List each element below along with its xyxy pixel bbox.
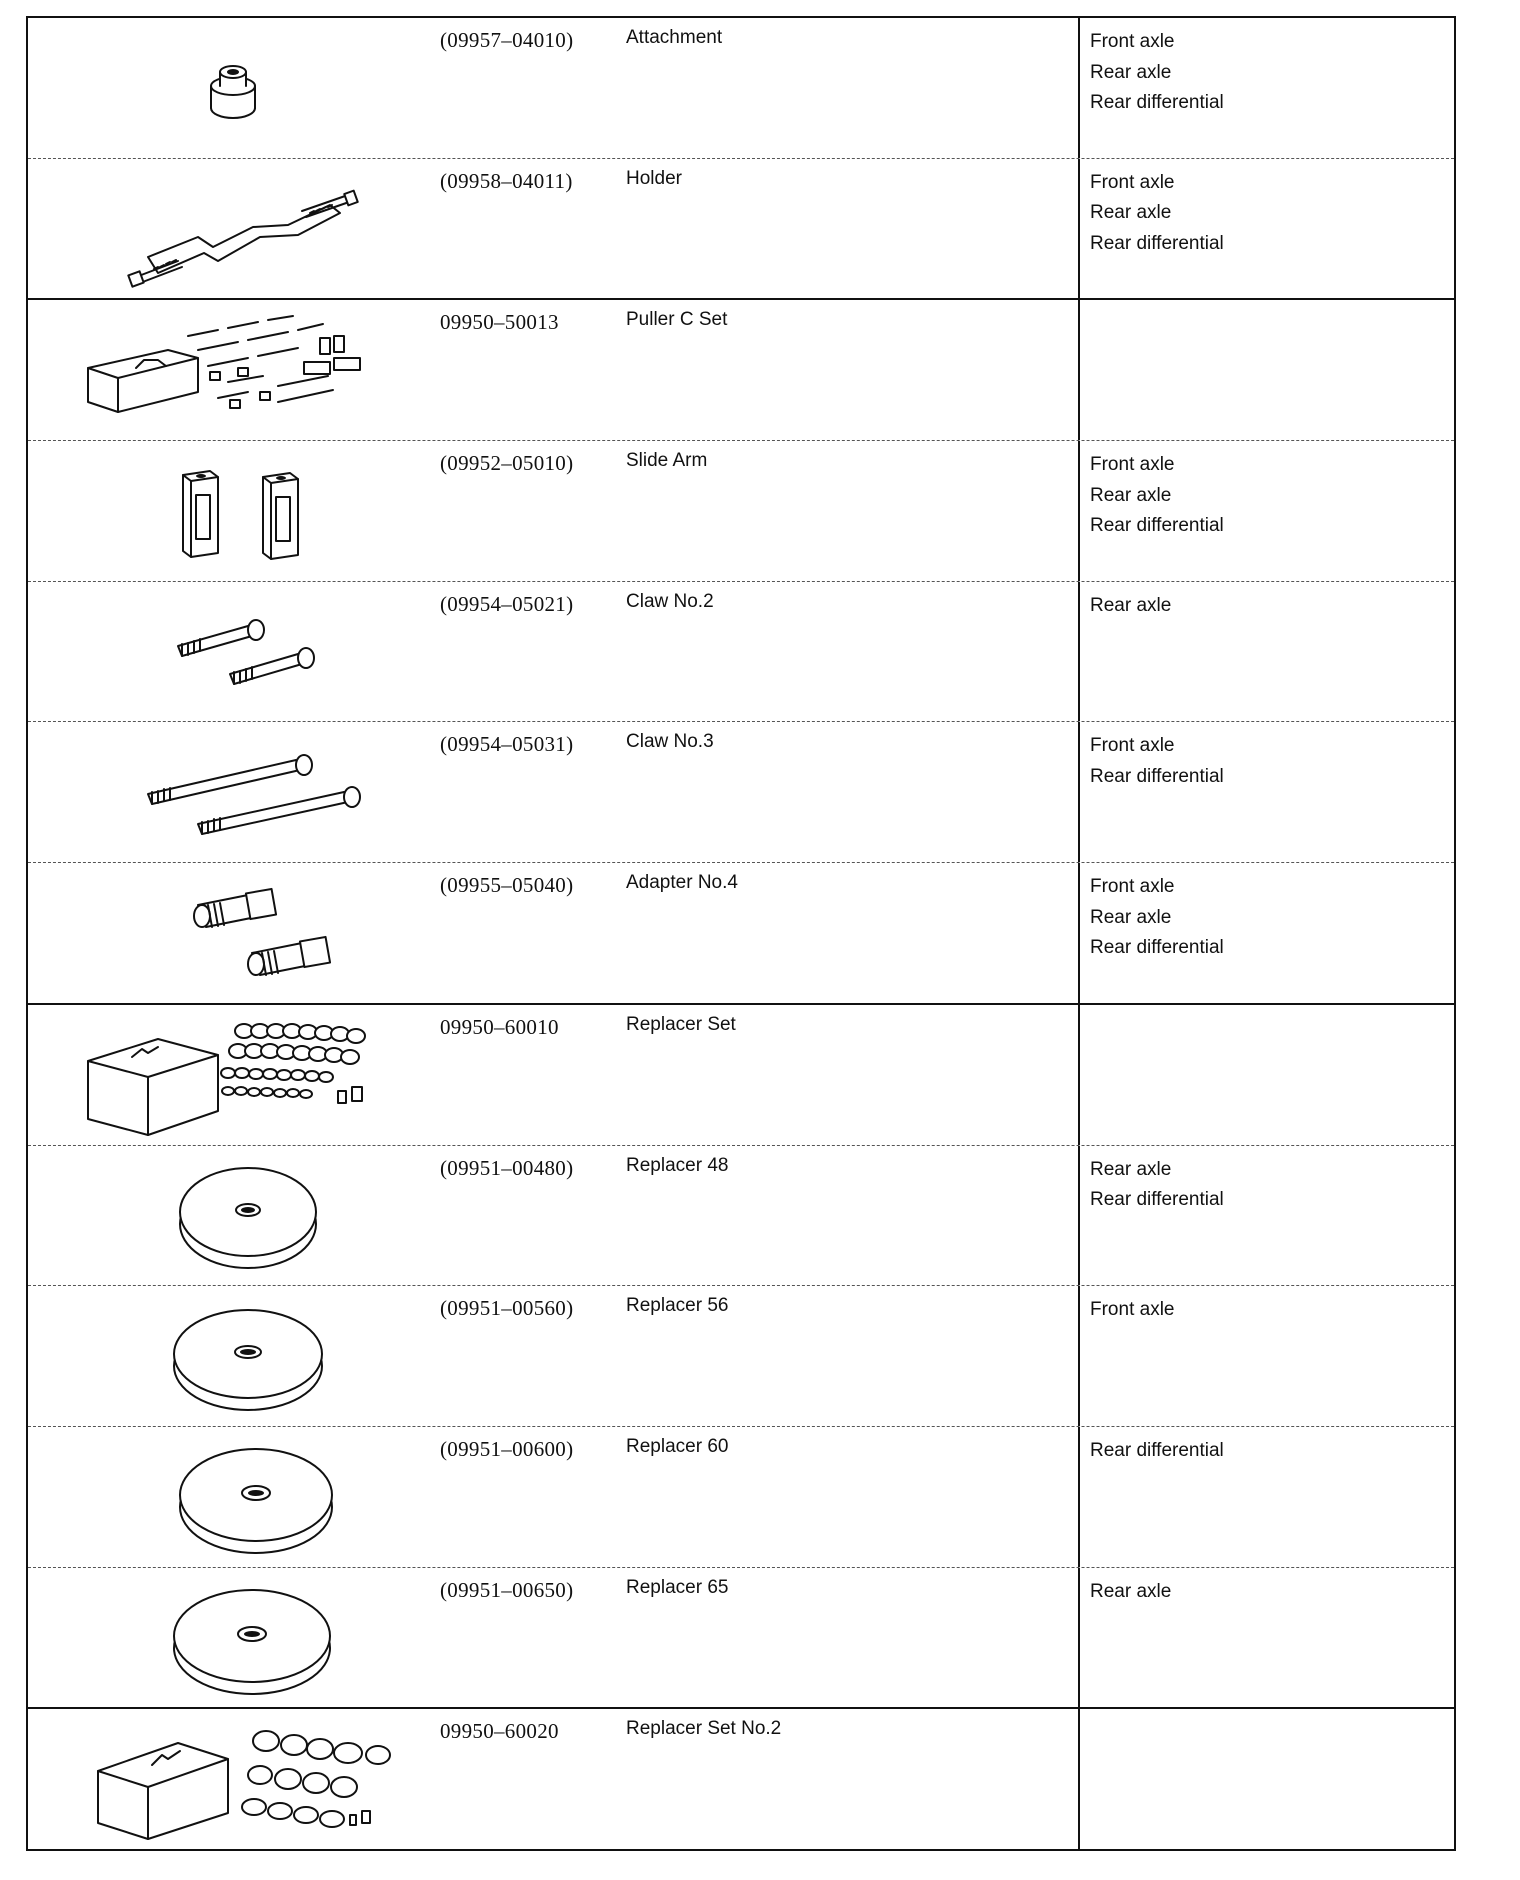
replacer-disc-icon bbox=[48, 1433, 428, 1561]
tool-cell bbox=[28, 1568, 1080, 1708]
usage-cell bbox=[1080, 159, 1454, 299]
part-name: Replacer 65 bbox=[626, 1576, 729, 1598]
table-row bbox=[28, 1146, 1454, 1287]
usage-item: Front axle bbox=[1090, 876, 1175, 898]
replacer-set-icon bbox=[48, 1011, 428, 1139]
usage-item: Rear differential bbox=[1090, 232, 1224, 254]
usage-item: Front axle bbox=[1090, 31, 1175, 52]
table-row bbox=[28, 300, 1454, 441]
tool-cell bbox=[28, 863, 1080, 1003]
usage-cell bbox=[1080, 863, 1454, 1003]
usage-item: Rear differential bbox=[1090, 1439, 1224, 1461]
part-name: Replacer Set No.2 bbox=[626, 1718, 782, 1740]
table-row bbox=[28, 863, 1454, 1005]
tool-cell bbox=[28, 1709, 1080, 1849]
adapters-icon bbox=[48, 869, 428, 997]
replacer-disc-icon bbox=[48, 1152, 428, 1280]
part-number: (09951–00480) bbox=[440, 1155, 574, 1180]
part-number: 09950–50013 bbox=[440, 310, 559, 335]
part-number: (09957–04010) bbox=[440, 28, 574, 52]
tool-cell bbox=[28, 159, 1080, 299]
usage-cell bbox=[1080, 1146, 1454, 1286]
table-row bbox=[28, 1568, 1454, 1710]
usage-cell bbox=[1080, 441, 1454, 581]
part-number: (09954–05031) bbox=[440, 732, 574, 757]
tool-cell bbox=[28, 441, 1080, 581]
part-number: (09951–00650) bbox=[440, 1577, 574, 1602]
usage-cell bbox=[1080, 300, 1454, 440]
part-name: Slide Arm bbox=[626, 450, 708, 472]
tool-cell bbox=[28, 1286, 1080, 1426]
usage-cell bbox=[1080, 1286, 1454, 1426]
replacer-set-2-icon bbox=[48, 1715, 428, 1843]
table-row bbox=[28, 722, 1454, 863]
part-number: (09958–04011) bbox=[440, 168, 573, 193]
slide-arm-icon bbox=[48, 447, 428, 575]
part-name: Attachment bbox=[626, 27, 723, 48]
usage-item: Front axle bbox=[1090, 454, 1175, 476]
usage-item: Rear axle bbox=[1090, 1158, 1172, 1180]
holder-icon bbox=[48, 165, 428, 293]
usage-cell bbox=[1080, 582, 1454, 722]
part-number: (09951–00560) bbox=[440, 1296, 574, 1321]
usage-item: Rear differential bbox=[1090, 515, 1224, 537]
table-row bbox=[28, 1709, 1454, 1849]
part-name: Puller C Set bbox=[626, 309, 728, 331]
table-row bbox=[28, 1427, 1454, 1568]
part-name: Claw No.3 bbox=[626, 731, 714, 753]
tool-cell bbox=[28, 1427, 1080, 1567]
long-bolts-icon bbox=[48, 728, 428, 856]
tool-cell bbox=[28, 300, 1080, 440]
short-bolts-icon bbox=[48, 588, 428, 716]
table-row bbox=[28, 1286, 1454, 1427]
part-name: Replacer 60 bbox=[626, 1435, 729, 1457]
usage-item: Rear differential bbox=[1090, 765, 1224, 787]
usage-item: Front axle bbox=[1090, 735, 1175, 757]
usage-item: Rear axle bbox=[1090, 484, 1172, 506]
table-row bbox=[28, 441, 1454, 582]
replacer-disc-icon bbox=[48, 1292, 428, 1420]
part-name: Adapter No.4 bbox=[626, 872, 738, 894]
table-row bbox=[28, 159, 1454, 301]
usage-item: Rear differential bbox=[1090, 1189, 1224, 1210]
part-name: Replacer 48 bbox=[626, 1154, 729, 1176]
part-name: Replacer 56 bbox=[626, 1295, 729, 1317]
usage-cell bbox=[1080, 1005, 1454, 1145]
tool-cell bbox=[28, 18, 1080, 158]
tool-cell bbox=[28, 1005, 1080, 1145]
replacer-disc-icon bbox=[48, 1574, 428, 1702]
usage-cell bbox=[1080, 1427, 1454, 1567]
usage-item: Rear axle bbox=[1090, 202, 1172, 224]
tool-cell bbox=[28, 722, 1080, 862]
usage-cell bbox=[1080, 722, 1454, 862]
usage-item: Rear axle bbox=[1090, 1580, 1172, 1602]
usage-item: Front axle bbox=[1090, 171, 1175, 193]
usage-item: Front axle bbox=[1090, 1299, 1175, 1321]
part-number: (09951–00600) bbox=[440, 1436, 574, 1461]
usage-item: Rear differential bbox=[1090, 937, 1224, 959]
usage-cell bbox=[1080, 1568, 1454, 1708]
special-tool-table bbox=[26, 16, 1456, 1851]
usage-cell bbox=[1080, 1709, 1454, 1849]
puller-set-icon bbox=[48, 306, 428, 434]
table-row bbox=[28, 582, 1454, 723]
tool-cell bbox=[28, 1146, 1080, 1286]
usage-item: Rear axle bbox=[1090, 61, 1172, 83]
table-row bbox=[28, 1005, 1454, 1146]
part-number: 09950–60020 bbox=[440, 1719, 559, 1744]
part-number: (09954–05021) bbox=[440, 591, 574, 616]
table-row bbox=[28, 18, 1454, 159]
part-number: (09952–05010) bbox=[440, 451, 574, 476]
part-number: 09950–60010 bbox=[440, 1014, 559, 1039]
usage-item: Rear axle bbox=[1090, 594, 1172, 616]
usage-cell bbox=[1080, 18, 1454, 158]
attachment-icon bbox=[48, 24, 428, 152]
tool-cell bbox=[28, 582, 1080, 722]
part-name: Claw No.2 bbox=[626, 590, 714, 612]
part-number: (09955–05040) bbox=[440, 873, 574, 898]
part-name: Replacer Set bbox=[626, 1013, 736, 1035]
usage-item: Rear differential bbox=[1090, 92, 1224, 113]
usage-item: Rear axle bbox=[1090, 906, 1172, 928]
part-name: Holder bbox=[626, 167, 682, 189]
